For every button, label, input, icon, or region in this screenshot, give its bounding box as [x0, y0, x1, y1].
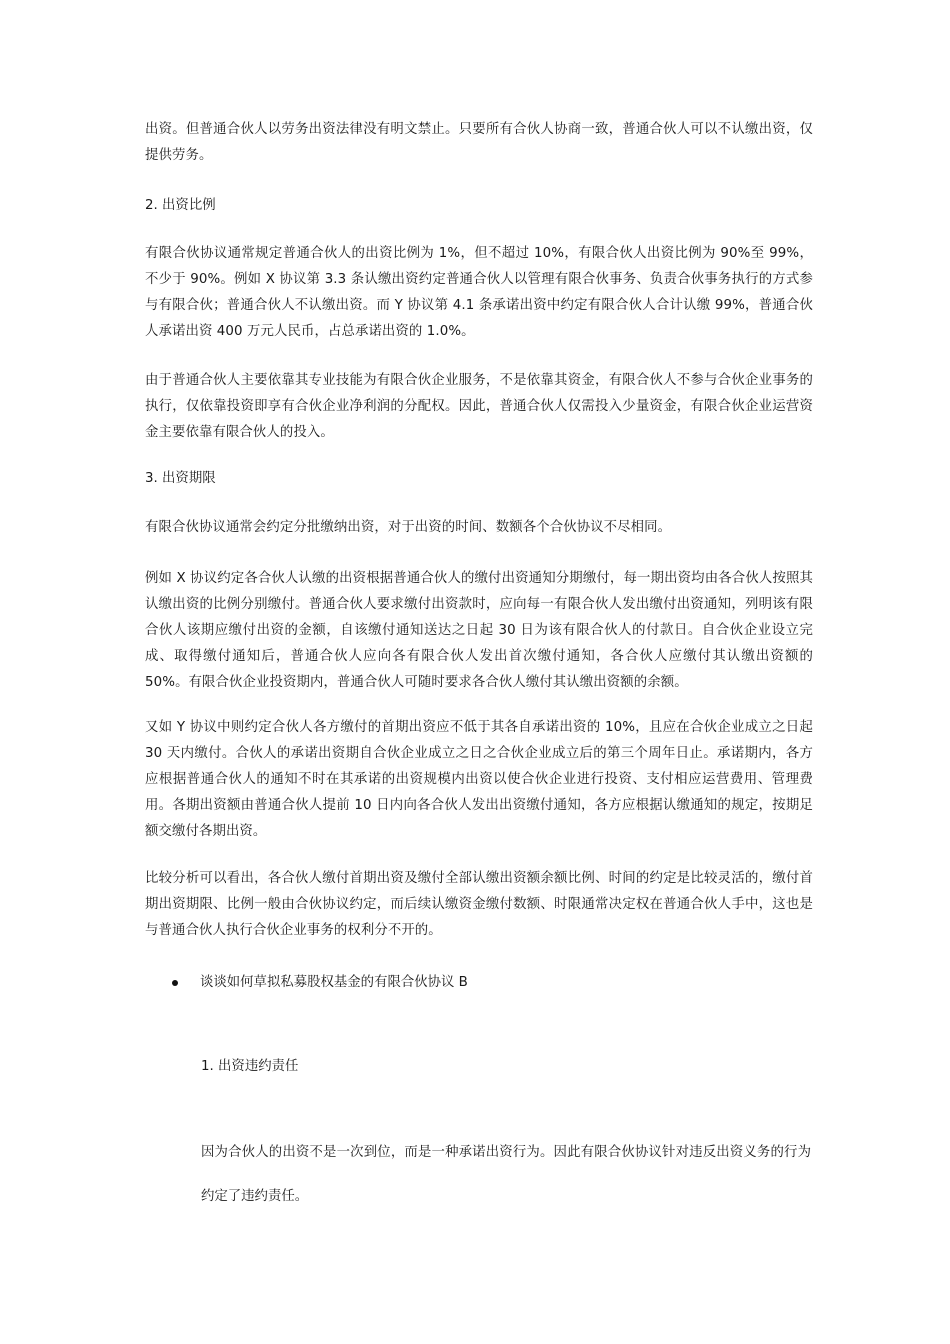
bullet-item — [172, 970, 468, 996]
paragraph-y-agreement: 又如 Y 协议中则约定合伙人各方缴付的首期出资应不低于其各自承诺出资的 10%，且应在合伙企业成立之日起 30 天内缴付。合伙人的承诺出资期自合伙企业成立之日之合伙企业成立后的第三个周年日止。承诺期内，各方应根据普通合伙人的通知不时在其承诺的出资规模内出资以使合伙企业进行投资、支付相应运营费用、管理费用。各期出资额由普通合伙人提前 10 日内向各合伙人发出出资缴付通知，各方应根据认缴通知的规定，按期足额交缴付各期出资。 — [145, 720, 813, 839]
section-heading-2: 2. 出资比例 — [145, 198, 216, 213]
paragraph-ratio: 有限合伙协议通常规定普通合伙人的出资比例为 1%，但不超过 10%，有限合伙人出资比例为 90%至 99%，不少于 90%。例如 X 协议第 3.3 条认缴出资约定普通合伙人以管理有限合伙事务、负责合伙事务执行的方式参与有限合伙；普通合伙人不认缴出资。而 Y 协议第 4.1 条承诺出资中约定有限合伙人合计认缴 99%，普通合伙人承诺出资 400 万元人民币，占总承诺出资的 1.0%。 — [145, 246, 813, 339]
paragraph-default-liability: 因为合伙人的出资不是一次到位，而是一种承诺出资行为。因此有限合伙协议针对违反出资义务的行为约定了违约责任。 — [201, 1145, 811, 1204]
paragraph-installments: 有限合伙协议通常会约定分批缴纳出资，对于出资的时间、数额各个合伙协议不尽相同。 — [145, 520, 672, 535]
paragraph-comparison: 比较分析可以看出，各合伙人缴付首期出资及缴付全部认缴出资额余额比例、时间的约定是比较灵活的，缴付首期出资期限、比例一般由合伙协议约定，而后续认缴资金缴付数额、时限通常决定权在普通合伙人手中，这也是与普通合伙人执行合伙企业事务的权利分不开的。 — [145, 871, 813, 938]
subsection-heading-1: 1. 出资违约责任 — [201, 1059, 299, 1074]
paragraph-intro: 出资。但普通合伙人以劳务出资法律没有明文禁止。只要所有合伙人协商一致，普通合伙人可以不认缴出资，仅提供劳务。 — [145, 122, 813, 163]
bullet-dot-icon — [172, 980, 178, 986]
bullet-text: 谈谈如何草拟私募股权基金的有限合伙协议 B — [200, 975, 468, 990]
paragraph-x-agreement: 例如 X 协议约定各合伙人认缴的出资根据普通合伙人的缴付出资通知分期缴付，每一期出资均由各合伙人按照其认缴出资的比例分别缴付。普通合伙人要求缴付出资款时，应向每一有限合伙人发出缴付出资通知，列明该有限合伙人该期应缴付出资的金额，自该缴付通知送达之日起 30 日为该有限合伙人的付款日。自合伙企业设立完成、取得缴付通知后，普通合伙人应向各有限合伙人发出首次缴付通知，各合伙人应缴付其认缴出资额的 50%。有限合伙企业投资期内，普通合伙人可随时要求各合伙人缴付其认缴出资额的余额。 — [145, 571, 813, 690]
paragraph-gp-reliance: 由于普通合伙人主要依靠其专业技能为有限合伙企业服务，不是依靠其资金，有限合伙人不参与合伙企业事务的执行，仅依靠投资即享有合伙企业净利润的分配权。因此，普通合伙人仅需投入少量资金，有限合伙企业运营资金主要依靠有限合伙人的投入。 — [145, 373, 813, 440]
section-heading-3: 3. 出资期限 — [145, 471, 216, 486]
